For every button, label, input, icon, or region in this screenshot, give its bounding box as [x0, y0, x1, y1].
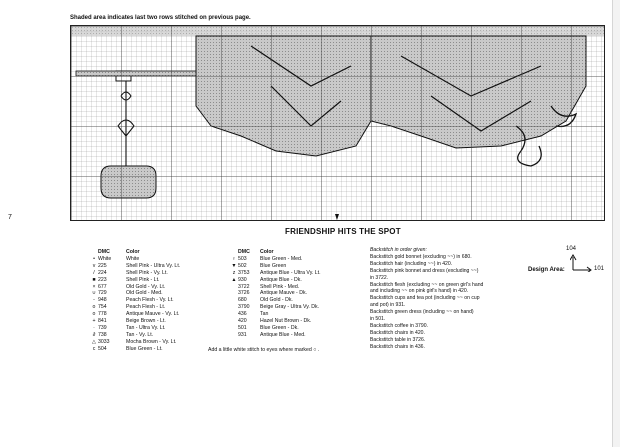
- legend-header-color-2: Color: [260, 249, 274, 255]
- legend-symbol: z: [232, 269, 236, 276]
- backstitch-line: Backstitch table in 3726.: [370, 336, 426, 343]
- legend-color-name: White: [126, 255, 140, 262]
- legend-dmc-number: 739: [98, 324, 107, 331]
- legend-row: [90, 290, 180, 297]
- backstitch-line: and pot) in 931.: [370, 302, 406, 309]
- legend-row: [90, 332, 180, 339]
- legend-symbol: ∪: [92, 290, 96, 297]
- legend-symbol: -: [93, 297, 95, 304]
- backstitch-line: Backstitch flesh (excluding ~~ on green girl's hand: [370, 281, 484, 288]
- legend-dmc-number: 3726: [238, 290, 250, 297]
- backstitch-line: Backstitch pink bonnet and dress (excluding ~~): [370, 267, 479, 274]
- legend-symbol: •: [93, 255, 95, 262]
- legend-dmc-number: 503: [238, 255, 247, 262]
- legend-dmc-number: 754: [98, 304, 107, 311]
- legend-row: [90, 346, 180, 353]
- legend-color-name: Tan - Vy. Lt.: [126, 331, 154, 338]
- shaded-note: Shaded area indicates last two rows stitched on previous page.: [70, 15, 251, 21]
- legend-color-name: Peach Flesh - Vy. Lt.: [126, 297, 174, 304]
- design-area-arrow-icon: [570, 254, 592, 272]
- legend-row: [230, 284, 321, 291]
- legend-row: [90, 311, 180, 318]
- legend-color-name: Shell Pink - Med.: [260, 283, 300, 290]
- chart-title: FRIENDSHIP HITS THE SPOT: [285, 227, 401, 236]
- legend-dmc-number: 3722: [238, 283, 250, 290]
- legend-row: [230, 256, 321, 263]
- legend-color-name: Old Gold - Med.: [126, 290, 163, 297]
- legend-color-name: Antique Mauve - Vy. Lt.: [126, 311, 180, 318]
- backstitch-line: Backstitch chairs in 436.: [370, 343, 425, 350]
- chart-grid: [71, 26, 604, 220]
- design-area-right: 101: [594, 266, 605, 272]
- legend-symbol: v: [92, 262, 96, 269]
- legend-row: [230, 304, 321, 311]
- legend-color-name: Antique Blue - Med.: [260, 331, 306, 338]
- design-area: [528, 246, 608, 286]
- legend-dmc-number: 223: [98, 276, 107, 283]
- legend-row: [90, 297, 180, 304]
- legend-row: [230, 263, 321, 270]
- legend-dmc-number: 224: [98, 269, 107, 276]
- color-key-right: [230, 249, 321, 339]
- legend-header-color: Color: [126, 249, 140, 255]
- legend-symbol: o: [92, 311, 96, 318]
- legend-dmc-number: 680: [238, 297, 247, 304]
- legend-row: [90, 284, 180, 291]
- design-area-top: 104: [566, 246, 577, 252]
- legend-dmc-number: 504: [98, 345, 107, 352]
- legend-symbol: ×: [92, 283, 96, 290]
- legend-row: [230, 318, 321, 325]
- backstitch-line: Backstitch green dress (including ~~ on hand): [370, 309, 474, 316]
- legend-symbol: [230, 290, 238, 297]
- legend-color-name: Antique Mauve - Dk.: [260, 290, 307, 297]
- legend-dmc-number: 501: [238, 324, 247, 331]
- legend-symbol: [230, 284, 238, 291]
- legend-row: [230, 332, 321, 339]
- legend-row: [90, 339, 180, 346]
- legend-row: [230, 277, 321, 284]
- legend-color-name: Tan - Ultra Vy. Lt.: [126, 324, 166, 331]
- legend-symbol: /: [93, 269, 95, 276]
- legend-color-name: Blue Green - Dk.: [260, 324, 299, 331]
- legend-symbol: [230, 311, 238, 318]
- legend-color-name: Hazel Nut Brown - Dk.: [260, 318, 312, 325]
- legend-symbol: [230, 318, 238, 325]
- copyright-side: [12, 6, 28, 126]
- backstitch-line: in 501.: [370, 316, 386, 323]
- legend-color-name: Shell Pink - Lt.: [126, 276, 160, 283]
- legend-dmc-number: 677: [98, 283, 107, 290]
- legend-color-name: Blue Green - Lt.: [126, 345, 163, 352]
- legend-dmc-number: 931: [238, 331, 247, 338]
- backstitch-header: Backstitch in order given:: [370, 247, 427, 253]
- legend-dmc-number: 930: [238, 276, 247, 283]
- legend-row: [230, 270, 321, 277]
- legend-color-name: Blue Green: [260, 262, 287, 269]
- legend-row: [90, 263, 180, 270]
- legend-dmc-number: 841: [98, 318, 107, 325]
- backstitch-line: in 3722.: [370, 274, 389, 281]
- backstitch-line: Backstitch chairs in 420.: [370, 329, 425, 336]
- legend-dmc-number: 738: [98, 331, 107, 338]
- legend-row: [230, 325, 321, 332]
- legend-symbol: △: [92, 338, 96, 345]
- legend-symbol: c: [92, 345, 96, 352]
- backstitch-instructions: [370, 247, 530, 351]
- legend-symbol: ■: [92, 276, 96, 283]
- legend-row: [90, 325, 180, 332]
- legend-symbol: [230, 325, 238, 332]
- legend-symbol: [230, 304, 238, 311]
- legend-dmc-number: 3033: [98, 338, 110, 345]
- legend-color-name: Antique Blue - Ultra Vy. Lt.: [260, 269, 321, 276]
- legend-header-dmc-2: DMC: [238, 249, 250, 255]
- legend-row: [230, 311, 321, 318]
- design-area-label: Design Area:: [528, 267, 565, 273]
- legend-row: [230, 297, 321, 304]
- legend-color-name: Old Gold - Vy. Lt.: [126, 283, 166, 290]
- legend-symbol: ∂: [92, 331, 96, 338]
- legend-color-name: Old Gold - Dk.: [260, 297, 293, 304]
- legend-dmc-number: White: [98, 255, 112, 262]
- legend-color-name: Beige Brown - Lt.: [126, 318, 166, 325]
- legend-dmc-number: 436: [238, 311, 247, 318]
- legend-row: [90, 318, 180, 325]
- color-key-left: [90, 249, 180, 353]
- backstitch-line: Backstitch gold bonnet (excluding ~~) in 680.: [370, 253, 472, 260]
- legend-symbol: ♀: [232, 255, 236, 262]
- legend-dmc-number: 420: [238, 318, 247, 325]
- legend-row: [90, 270, 180, 277]
- legend-dmc-number: 778: [98, 311, 107, 318]
- legend-symbol: [230, 332, 238, 339]
- legend-symbol: +: [92, 318, 96, 325]
- legend-header-dmc: DMC: [98, 249, 110, 255]
- legend-color-name: Blue Green - Med.: [260, 255, 303, 262]
- legend-dmc-number: 502: [238, 262, 247, 269]
- legend-dmc-number: 3753: [238, 269, 250, 276]
- legend-row: [90, 304, 180, 311]
- backstitch-line: Backstitch cups and tea pot (including ~~ on cup: [370, 295, 480, 302]
- backstitch-line: and including ~~ on pink girl's hand) in 420.: [370, 288, 469, 295]
- legend-symbol: o: [92, 304, 96, 311]
- legend-color-name: Tan: [260, 311, 269, 318]
- page-gutter: [612, 0, 620, 447]
- legend-row: [230, 290, 321, 297]
- legend-color-name: Peach Flesh - Lt.: [126, 304, 166, 311]
- legend-symbol: ▲: [231, 276, 237, 283]
- legend-color-name: Shell Pink - Ultra Vy. Lt.: [126, 262, 181, 269]
- white-stitch-note: Add a little white stitch to eyes where marked ○ .: [208, 347, 320, 353]
- legend-symbol: ▼: [231, 262, 237, 269]
- legend-row: [90, 277, 180, 284]
- legend-color-name: Shell Pink - Vy. Lt.: [126, 269, 168, 276]
- legend-color-name: Mocha Brown - Vy. Lt.: [126, 338, 177, 345]
- legend-dmc-number: 729: [98, 290, 107, 297]
- legend-symbol: ·: [93, 324, 95, 331]
- legend-dmc-number: 225: [98, 262, 107, 269]
- legend-color-name: Beige Gray - Ultra Vy. Dk.: [260, 304, 320, 311]
- cross-stitch-chart: [70, 25, 605, 221]
- backstitch-line: Backstitch coffee in 3790.: [370, 322, 428, 329]
- backstitch-line: Backstitch hair (including ~~) in 420.: [370, 260, 453, 267]
- legend-color-name: Antique Blue - Dk.: [260, 276, 302, 283]
- legend-dmc-number: 3790: [238, 304, 250, 311]
- page-number: 7: [8, 214, 12, 221]
- legend-symbol: [230, 297, 238, 304]
- legend-row: [90, 256, 180, 263]
- legend-dmc-number: 948: [98, 297, 107, 304]
